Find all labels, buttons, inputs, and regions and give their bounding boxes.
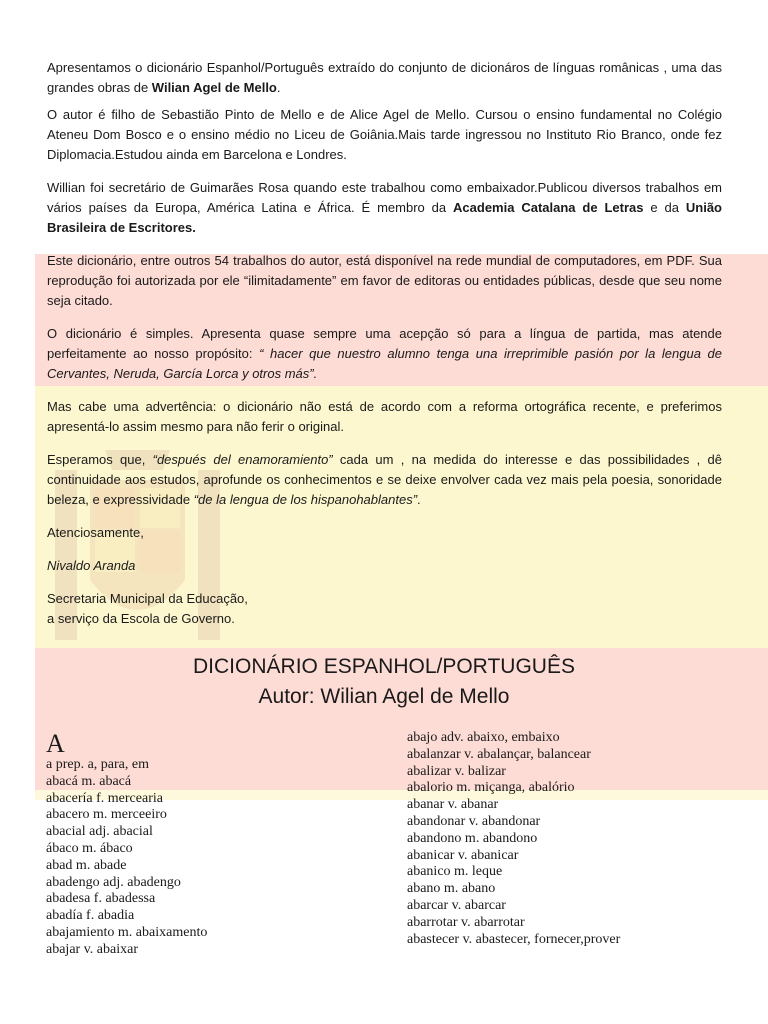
intro-paragraph-1 — [47, 58, 722, 98]
section-letter: A — [46, 729, 65, 758]
dictionary-entry: abacero m. merceeiro — [46, 807, 167, 823]
dictionary-entry: abastecer v. abastecer, fornecer,prover — [407, 931, 621, 947]
academy-name: Academia Catalana de Letras — [453, 200, 644, 215]
dictionary-column-left — [46, 757, 207, 959]
intro-text-span: cada um , na medida do interesse e das possibilidades , dê continuidade aos estudos, aprofunde os conhecimentos e se deixe envolver cada vez mais pela poesia, sonoridade beleza, e expressividade — [47, 452, 722, 507]
spanish-quote: “ hacer que nuestro alumno tenga una irreprimible pasión por la lengua de Cervantes, Neruda, García Lorca y otros más”. — [47, 346, 722, 381]
dictionary-entry: abanicar v. abanicar — [407, 847, 519, 863]
dictionary-entry: abalizar v. balizar — [407, 763, 506, 779]
intro-paragraph-3 — [47, 178, 722, 238]
dictionary-entry: abajamiento m. abaixamento — [46, 924, 208, 940]
dictionary-entry: abajo adv. abaixo, embaixo — [407, 730, 560, 745]
department-line: a serviço da Escola de Governo. — [47, 611, 235, 626]
intro-paragraph-2: O autor é filho de Sebastião Pinto de Mello e de Alice Agel de Mello. Cursou o ensino fundamental no Colégio Ateneu Dom Bosco e o ensino médio no Liceu de Goiânia.Mais tarde ingressou no Instituto Rio Branco, onde fez Diplomacia.Estudou ainda em Barcelona e Londres. — [47, 107, 722, 162]
dictionary-entry: abarrotar v. abarrotar — [407, 914, 525, 930]
intro-text-span: . — [276, 80, 281, 95]
dictionary-entry: abalorio m. miçanga, abalório — [407, 780, 575, 796]
dictionary-title-block — [0, 652, 768, 712]
author-name: Wilian Agel de Mello — [151, 80, 277, 95]
intro-paragraph-7 — [47, 450, 722, 510]
intro-text-span: Willian foi secretário de Guimarães Rosa quando este trabalhou como embaixador.Publicou diversos trabalhos em vários países da Europa, América Latina e África. É membro da — [47, 180, 722, 215]
intro-text-span: O dicionário é simples. Apresenta quase sempre uma acepção só para a língua de partida, mas atende perfeitamente ao nosso propósito: — [47, 326, 722, 361]
dictionary-entry: abarcar v. abarcar — [407, 897, 506, 913]
intro-text-span: Apresentamos o dicionário Espanhol/Português extraído do conjunto de dicionáros de línguas românicas , uma das grandes obras de — [47, 60, 722, 95]
dictionary-entry: abadengo adj. abadengo — [46, 874, 181, 890]
dictionary-author: Autor: Wilian Agel de Mello — [258, 685, 510, 708]
intro-text-span: . — [417, 492, 421, 507]
dictionary-entry: abacería f. mercearia — [46, 790, 163, 806]
department-line: Secretaria Municipal da Educação, — [47, 591, 248, 606]
department — [47, 589, 722, 629]
dictionary-entry: abadía f. abadia — [46, 908, 135, 924]
dictionary-entry: abanico m. leque — [407, 864, 503, 880]
dictionary-entry: abacial adj. abacial — [46, 824, 153, 840]
spanish-quote: “de la lengua de los hispanohablantes” — [193, 492, 418, 507]
intro-paragraph-5 — [47, 324, 722, 384]
spanish-quote: “después del enamoramiento” — [152, 452, 333, 467]
dictionary-entry: abandonar v. abandonar — [407, 813, 541, 829]
dictionary-entry: abanar v. abanar — [407, 797, 499, 813]
signature: Nivaldo Aranda — [47, 558, 136, 573]
intro-text-span: e da — [643, 200, 686, 215]
dictionary-entry: abano m. abano — [407, 881, 496, 897]
dictionary-entry: abad m. abade — [46, 857, 127, 873]
intro-paragraph-4: Este dicionário, entre outros 54 trabalhos do autor, está disponível na rede mundial de computadores, em PDF. Sua reprodução foi autorizada por ele “ilimitadamente” em favor de editoras ou entidades públicas, desde que seu nome seja citado. — [47, 253, 722, 308]
dictionary-entry: abandono m. abandono — [407, 830, 538, 846]
closing: Atenciosamente, — [47, 525, 144, 540]
intro-text-span: Esperamos que, — [47, 452, 153, 467]
union-name: União Brasileira de Escritores. — [47, 200, 723, 235]
dictionary-entry: abalanzar v. abalançar, balancear — [407, 746, 591, 762]
dictionary-entry: abadesa f. abadessa — [46, 891, 156, 907]
dictionary-entry: abacá m. abacá — [46, 773, 132, 789]
dictionary-entry: abajar v. abaixar — [46, 941, 138, 957]
dictionary-entry: a prep. a, para, em — [46, 757, 149, 772]
dictionary-title: DICIONÁRIO ESPANHOL/PORTUGUÊS — [193, 655, 575, 678]
intro-paragraph-6: Mas cabe uma advertência: o dicionário não está de acordo com a reforma ortográfica recente, e preferimos apresentá-lo assim mesmo para não ferir o original. — [47, 399, 722, 434]
intro-text — [47, 58, 722, 642]
dictionary-entry: ábaco m. ábaco — [46, 840, 133, 856]
dictionary-column-right — [407, 730, 620, 948]
